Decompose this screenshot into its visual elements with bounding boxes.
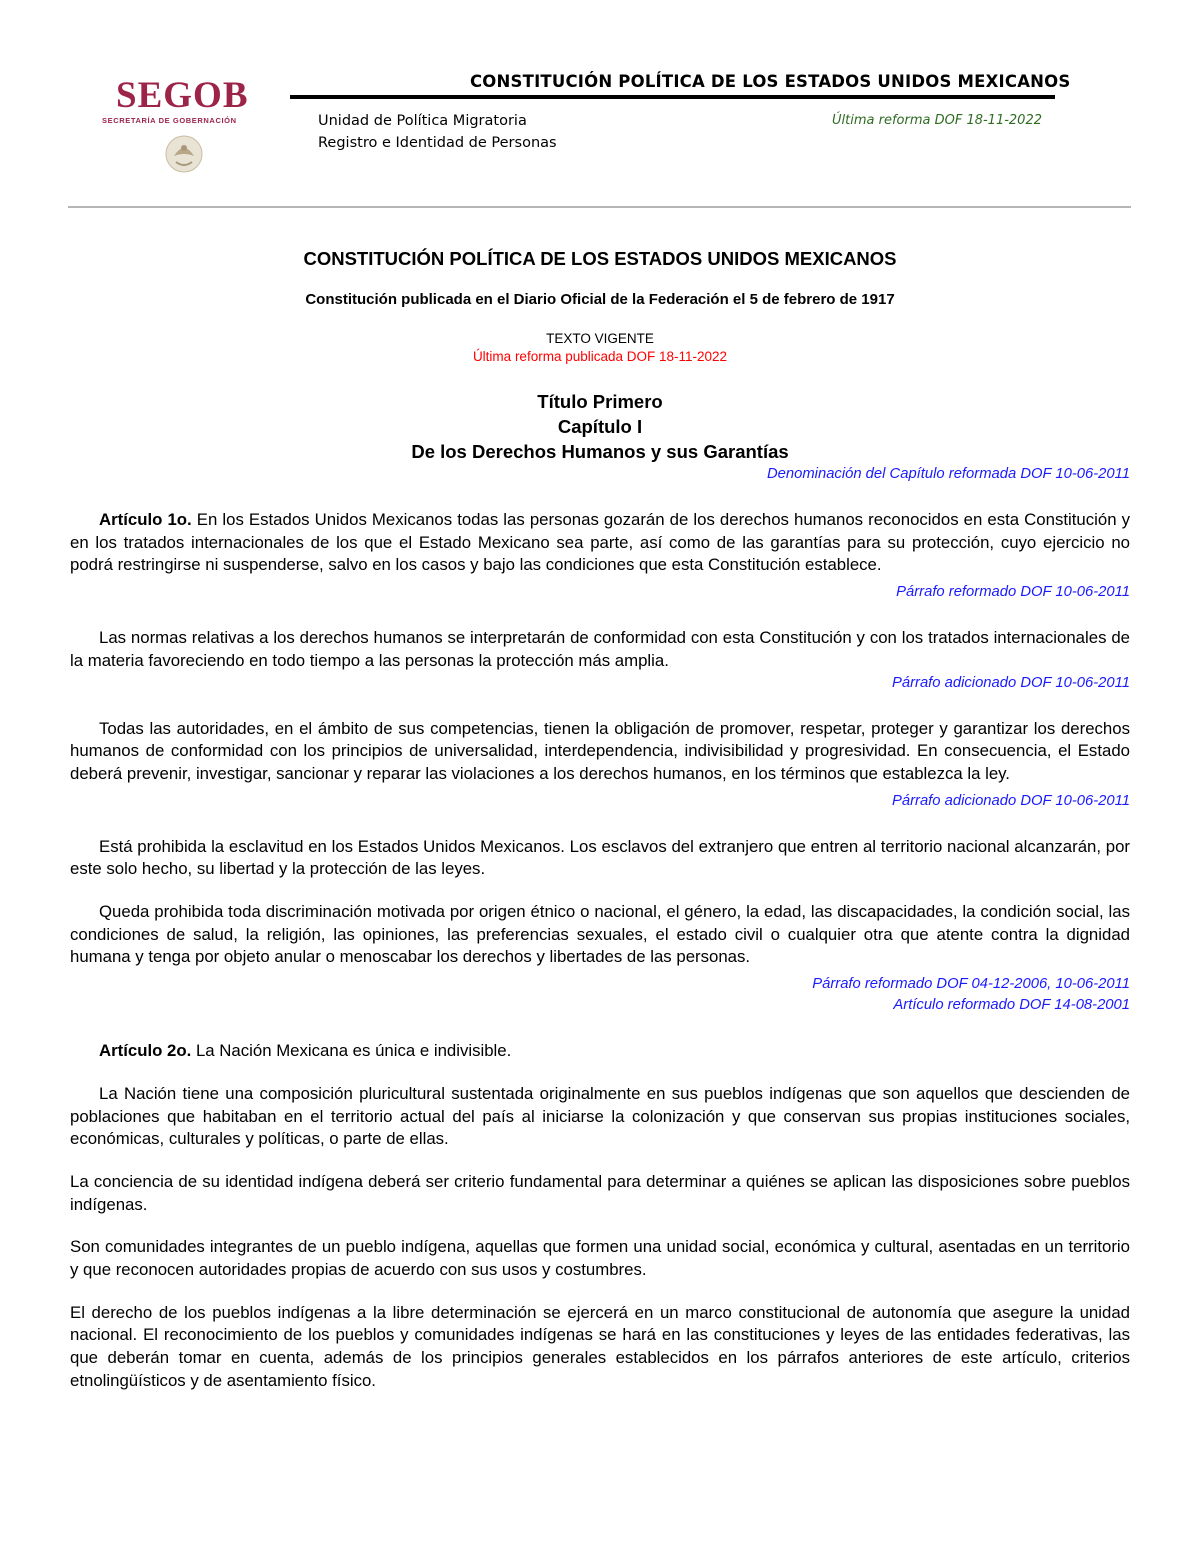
unit-line-2: Registro e Identidad de Personas: [318, 135, 557, 151]
logo-subtitle: SECRETARÍA DE GOBERNACIÓN: [102, 116, 237, 125]
art1-paragraph-2: Las normas relativas a los derechos humanos se interpretarán de conformidad con esta Constitución y con los tratados internacionales de la materia favoreciendo en todo tiempo a las personas la protección más amplia.: [70, 628, 1130, 670]
titulo-heading: Título Primero: [537, 391, 663, 412]
reform-note: Párrafo adicionado DOF 10-06-2011: [892, 792, 1130, 809]
article-reform-note: Artículo reformado DOF 14-08-2001: [893, 997, 1130, 1014]
art1-paragraph-5: Queda prohibida toda discriminación motivada por origen étnico o nacional, el género, la edad, las discapacidades, la condición social, las condiciones de salud, la religión, las opiniones, las preferencias sexuales, el estado civil o cualquier otra que atente contra la dignidad humana y tenga por objeto anular o menoscabar los derechos y libertades de las personas.: [70, 902, 1130, 967]
document-body: [70, 246, 1130, 1393]
capitulo-note: Denominación del Capítulo reformada DOF 10-06-2011: [766, 466, 1130, 482]
capitulo-heading: Capítulo I: [557, 416, 643, 437]
unit-line-1: Unidad de Política Migratoria: [318, 113, 527, 129]
unit-info: [318, 110, 557, 154]
national-emblem-icon: [154, 130, 214, 178]
ultima-reforma: Última reforma publicada DOF 18-11-2022: [472, 349, 728, 364]
reform-note: Párrafo reformado DOF 10-06-2011: [896, 584, 1130, 601]
art2-p1-text: La Nación Mexicana es única e indivisible.: [191, 1041, 512, 1061]
reform-note: Párrafo adicionado DOF 10-06-2011: [892, 674, 1130, 691]
document-title: CONSTITUCIÓN POLÍTICA DE LOS ESTADOS UNIDOS MEXICANOS: [303, 248, 897, 269]
art1-p1-text: En los Estados Unidos Mexicanos todas las personas gozarán de los derechos humanos reconocidos en esta Constitución y en los tratados internacionales de los que el Estado Mexicano sea parte, así como de las garantías para su protección, cuyo ejercicio no podrá restringirse ni suspenderse, salvo en los casos y bajo las condiciones que esta Constitución establece.: [70, 510, 1130, 575]
art2-paragraph-2: La Nación tiene una composición pluricultural sustentada originalmente en sus pueblos indígenas que son aquellos que descienden de poblaciones que habitaban en el territorio actual del país al iniciarse la colonización y que conservan sus propias instituciones sociales, económicas, culturales y políticas, o parte de ellas.: [70, 1083, 1130, 1149]
segob-logo: [100, 75, 280, 125]
running-header-title: CONSTITUCIÓN POLÍTICA DE LOS ESTADOS UNIDOS MEXICANOS: [470, 72, 1071, 91]
reform-note: Párrafo reformado DOF 04-12-2006, 10-06-2011: [812, 976, 1130, 993]
art1-paragraph-4: Está prohibida la esclavitud en los Estados Unidos Mexicanos. Los esclavos del extranjero que entren al territorio nacional alcanzarán, por este solo hecho, su libertad y la protección de las leyes.: [70, 836, 1130, 879]
publication-line: Constitución publicada en el Diario Oficial de la Federación el 5 de febrero de 1917: [305, 291, 895, 308]
art2-paragraph-4: Son comunidades integrantes de un pueblo indígena, aquellas que formen una unidad social, económica y cultural, asentadas en un territorio y que reconocen autoridades propias de acuerdo con sus usos y costumbres.: [70, 1237, 1130, 1280]
section-divider: [68, 206, 1131, 208]
logo-wordmark: SEGOB: [116, 75, 249, 116]
header-rule: [290, 95, 1055, 99]
chapter-heading: [70, 389, 1130, 464]
art2-paragraph-5: El derecho de los pueblos indígenas a la libre determinación se ejercerá en un marco constitucional de autonomía que asegure la unidad nacional. El reconocimiento de los pueblos y comunidades indígenas se hará en las constituciones y leyes de las entidades federativas, las que deberán tomar en cuenta, además de los principios generales establecidos en los párrafos anteriores de este artículo, criterios etnolingüísticos y de asentamiento físico.: [70, 1302, 1130, 1390]
art1-paragraph-1: [70, 509, 1130, 577]
art1-paragraph-3: Todas las autoridades, en el ámbito de sus competencias, tienen la obligación de promover, respetar, proteger y garantizar los derechos humanos de conformidad con los principios de universalidad, interdependencia, indivisibilidad y progresividad. En consecuencia, el Estado deberá prevenir, investigar, sancionar y reparar las violaciones a los derechos humanos, en los términos que establezca la ley.: [70, 718, 1130, 783]
art2-paragraph-1: [70, 1040, 1130, 1063]
art2-label: Artículo 2o.: [99, 1041, 192, 1061]
art2-paragraph-3: La conciencia de su identidad indígena deberá ser criterio fundamental para determinar a quiénes se aplican las disposiciones sobre pueblos indígenas.: [70, 1171, 1130, 1214]
texto-vigente: TEXTO VIGENTE: [546, 331, 654, 346]
header-last-reform: Última reforma DOF 18-11-2022: [832, 113, 1042, 128]
art1-label: Artículo 1o.: [99, 510, 192, 529]
capitulo-name: De los Derechos Humanos y sus Garantías: [411, 441, 789, 462]
